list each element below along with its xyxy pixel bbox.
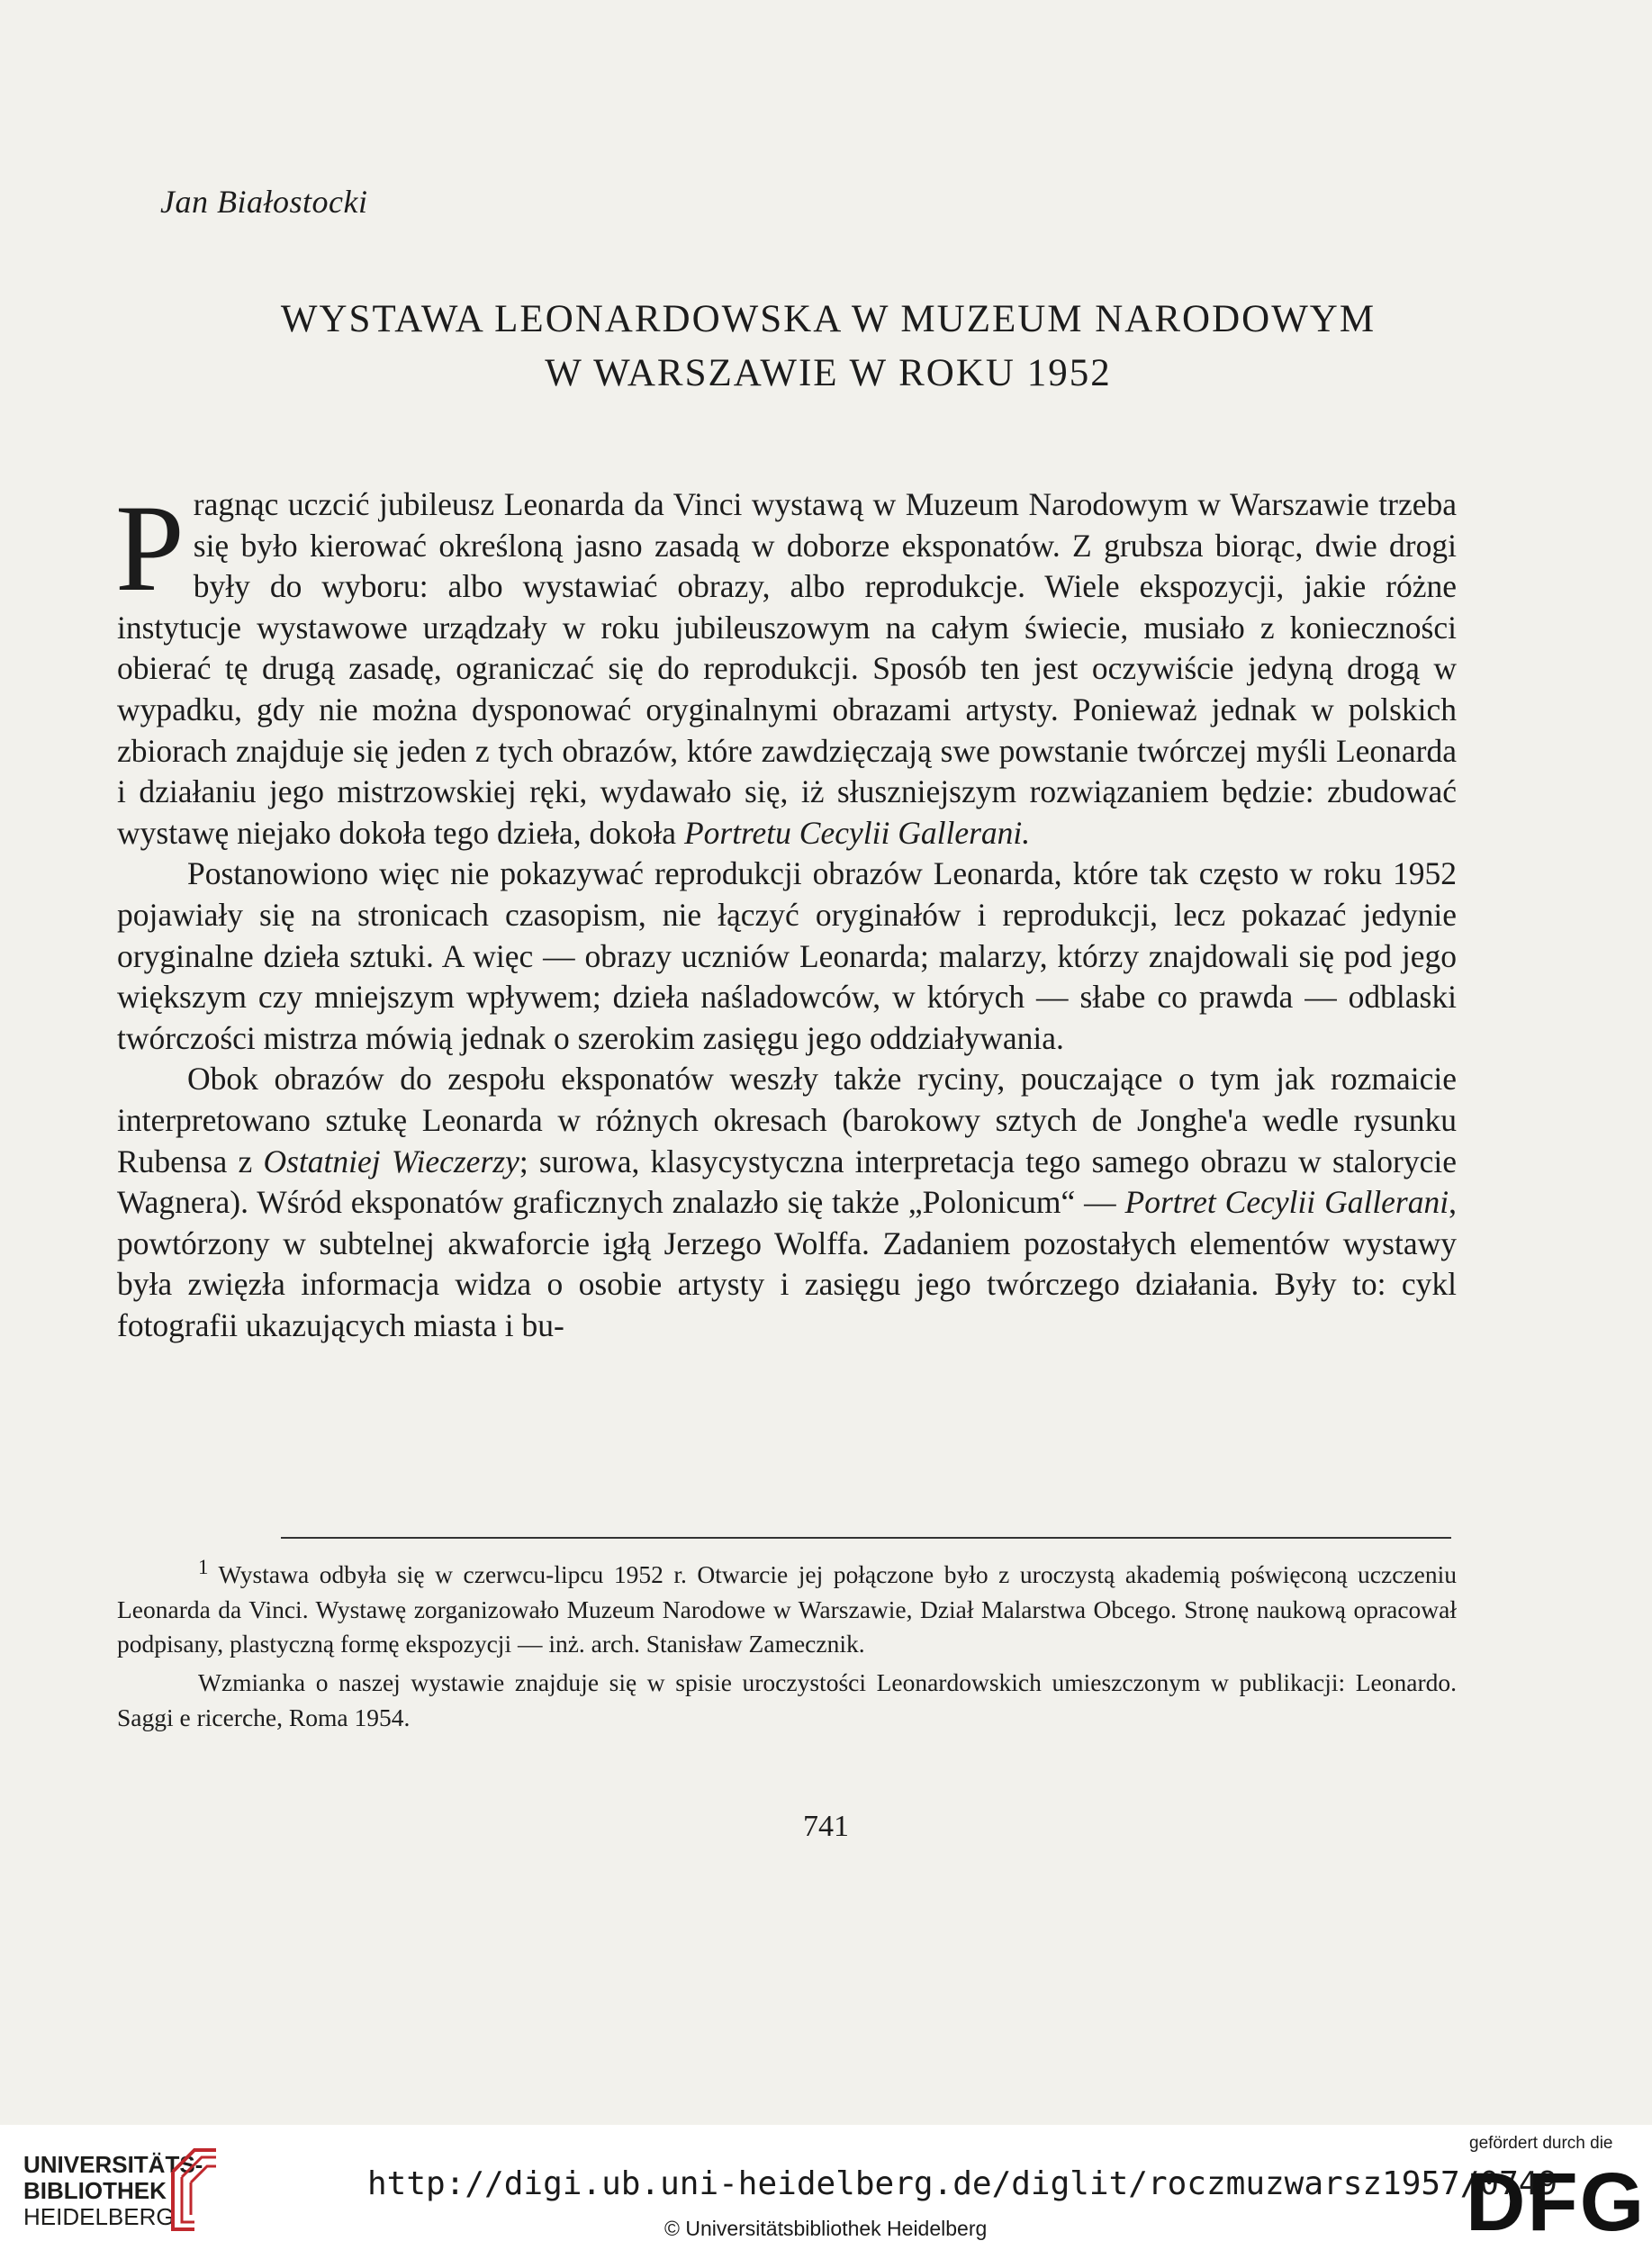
footnote-marker: 1 bbox=[198, 1556, 209, 1578]
paragraph-1 bbox=[115, 479, 1457, 854]
article-title-line-1: WYSTAWA LEONARDOWSKA W MUZEUM NARODOWYM bbox=[280, 298, 1377, 340]
paragraph-3-italic-2: Portret Cecylii Gallerani bbox=[1124, 1184, 1449, 1221]
page-number: 741 bbox=[803, 1810, 849, 1843]
paragraph-1-text: ragnąc uczcić jubileusz Leonarda da Vinci wystawą w Muzeum Narodowym w Warszawie trzeba się było kierować określoną jasno zasadą w doborze eksponatów. Z grubsza biorąc, dwie drogi były do wyboru: albo wystawiać obrazy, albo reprodukcje. Wiele ekspozycji, jakie różne instytucje wystawowe urządzały w roku jubileuszowym na całym świecie, musiało z konieczności obierać tę drugą zasadę, ograniczać się do reprodukcji. Sposób ten jest oczywiście jedyną drogą w wypadku, gdy nie można dysponować oryginalnymi obrazami artysty. Ponieważ jednak w polskich zbiorach znajduje się jeden z tych obrazów, które zawdzięczają swe powstanie twórczej myśli Leonarda i działaniu jego mistrzowskiej ręki, wydawało się, iż słuszniejszym rozwiązaniem będzie: zbudować wystawę niejako dokoła tego dzieła, dokoła bbox=[117, 486, 1457, 851]
paragraph-3-text-c: , powtórzony w subtelnej akwaforcie igłą Jerzego Wolffa. Zadaniem pozostałych elementów wystawy była zwięzła informacja widza o osobie artysty i zasięgu jego twórczego działania. Były to: cykl fotografii ukazujących miasta i bu- bbox=[117, 1184, 1457, 1343]
logo-line-1: UNIVERSITÄTS- bbox=[23, 2151, 203, 2178]
paragraph-3-text-b: ; surowa, klasycystyczna interpretacja tego samego obrazu w stalorycie Wagnera). Wśród eksponatów graficznych znalazło się także „Polonicum“ — bbox=[117, 1143, 1457, 1221]
library-logo-icon bbox=[167, 2145, 221, 2235]
paragraph-3-text-a: Obok obrazów do zespołu eksponatów weszły także ryciny, pouczające o tym jak rozmaicie interpretowano sztukę Leonarda w różnych okresach (barokowy sztych de Jonghe'a wedle rysunku Rubensa z bbox=[117, 1061, 1457, 1179]
footnotes bbox=[117, 1550, 1457, 1735]
footnote-divider bbox=[281, 1537, 1451, 1539]
author-name: Jan Białostocki bbox=[160, 184, 368, 220]
article-title-line-2: W WARSZAWIE W ROKU 1952 bbox=[545, 352, 1112, 394]
dfg-logo: DFG bbox=[1466, 2156, 1647, 2248]
footnote-2: Wzmianka o naszej wystawie znajduje się w spisie uroczystości Leonardowskich umieszczonym w publikacji: Leonardo. Saggi e ricerche, Roma 1954. bbox=[117, 1667, 1457, 1731]
source-url-link[interactable]: http://digi.ub.uni-heidelberg.de/diglit/roczmuzwarsz1957/0749 bbox=[367, 2165, 1558, 2202]
drop-cap: P bbox=[115, 479, 185, 617]
funded-by-label: gefördert durch die bbox=[1469, 2134, 1613, 2153]
paragraph-3-italic-1: Ostatniej Wieczerzy bbox=[263, 1143, 519, 1179]
logo-line-2: BIBLIOTHEK bbox=[23, 2177, 167, 2204]
footnote-1 bbox=[117, 1550, 1457, 1662]
paragraph-1-italic: Portretu Cecylii Gallerani. bbox=[683, 814, 1031, 851]
footnote-1-text: Wystawa odbyła się w czerwcu-lipcu 1952 r. Otwarcie jej połączone było z uroczystą akademią poświęconą uczczeniu Leonarda da Vinci. Wystawę zorganizowało Muzeum Narodowe w Warszawie, Dział Malarstwa Obcego. Stronę naukową opracował podpisany, plastyczną formę ekspozycji — inż. arch. Stanisław Zamecznik. bbox=[117, 1560, 1457, 1658]
article-body bbox=[115, 479, 1457, 1346]
copyright-notice: © Universitätsbibliothek Heidelberg bbox=[664, 2217, 988, 2240]
library-footer bbox=[0, 2125, 1652, 2259]
paragraph-3 bbox=[117, 1059, 1457, 1346]
paragraph-2: Postanowiono więc nie pokazywać reprodukcji obrazów Leonarda, które tak często w roku 1952 pojawiały się na stronicach czasopism, nie łączyć oryginałów i reprodukcji, lecz pokazać jedynie oryginalne dzieła sztuki. A więc — obrazy uczniów Leonarda; malarzy, którzy znajdowali się pod jego większym czy mniejszym wpływem; dzieła naśladowców, w których — słabe co prawda — odblaski twórczości mistrza mówią jednak o szerokim zasięgu jego oddziaływania. bbox=[117, 855, 1457, 1056]
logo-line-3: HEIDELBERG bbox=[23, 2203, 175, 2230]
